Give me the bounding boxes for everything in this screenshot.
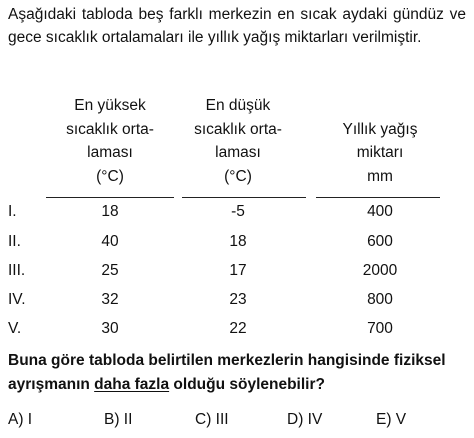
max-temp-cell: 30: [101, 320, 119, 337]
header-rule: [316, 197, 440, 198]
rainfall-cell: 400: [367, 203, 393, 220]
rainfall-cell: 2000: [362, 262, 398, 279]
max-temp-cell: 18: [101, 203, 119, 220]
max-temp-cell: 25: [101, 262, 119, 279]
header-min-temp: [184, 94, 292, 188]
header-line: sıcaklık orta-: [66, 120, 154, 138]
header-rainfall: [324, 118, 436, 189]
header-line: laması: [215, 144, 261, 161]
min-temp-cell: 17: [229, 262, 247, 279]
min-temp-cell: 18: [229, 233, 247, 250]
rainfall-cell: 800: [367, 291, 393, 308]
option-e[interactable]: E) V: [376, 411, 407, 428]
option-a[interactable]: A) I: [8, 411, 33, 428]
header-line: sıcaklık orta-: [194, 120, 282, 138]
row-label: V.: [8, 320, 22, 337]
question-part: olduğu söylenebilir?: [169, 376, 325, 393]
max-temp-cell: 32: [101, 291, 119, 308]
min-temp-cell: 23: [229, 291, 247, 308]
header-line: Yıllık yağış: [342, 120, 418, 138]
rainfall-cell: 700: [367, 320, 393, 337]
header-rule: [182, 197, 306, 198]
row-label: II.: [8, 233, 21, 250]
header-line: mm: [367, 167, 393, 185]
header-line: (°C): [224, 167, 252, 185]
header-rule: [46, 197, 174, 198]
min-temp-cell: 22: [229, 320, 247, 337]
question-text: [8, 349, 466, 397]
option-c[interactable]: C) III: [195, 411, 229, 428]
header-line: (°C): [96, 167, 124, 185]
header-line: laması: [87, 144, 133, 161]
max-temp-cell: 40: [101, 233, 119, 250]
intro-paragraph: Aşağıdaki tabloda beş farklı merkezin en sıcak aydaki gündüz ve gece sıcaklık ortalamaları ile yıllık yağış miktarları verilmiştir.: [8, 6, 466, 46]
header-line: En düşük: [205, 97, 271, 114]
header-max-temp: [56, 94, 164, 188]
option-d[interactable]: D) IV: [287, 411, 323, 428]
row-label: III.: [8, 262, 26, 279]
rainfall-cell: 600: [367, 233, 393, 250]
question-part: Buna göre tabloda belirtilen merkezlerin hangisinde fiziksel ayrışmanın: [8, 352, 446, 393]
header-line: miktarı: [356, 144, 404, 161]
question-emphasis: daha fazla: [94, 376, 170, 393]
option-b[interactable]: B) II: [104, 411, 133, 428]
header-line: En yüksek: [74, 97, 146, 114]
row-label: I.: [8, 203, 17, 220]
row-label: IV.: [8, 291, 26, 308]
min-temp-cell: -5: [231, 203, 245, 220]
